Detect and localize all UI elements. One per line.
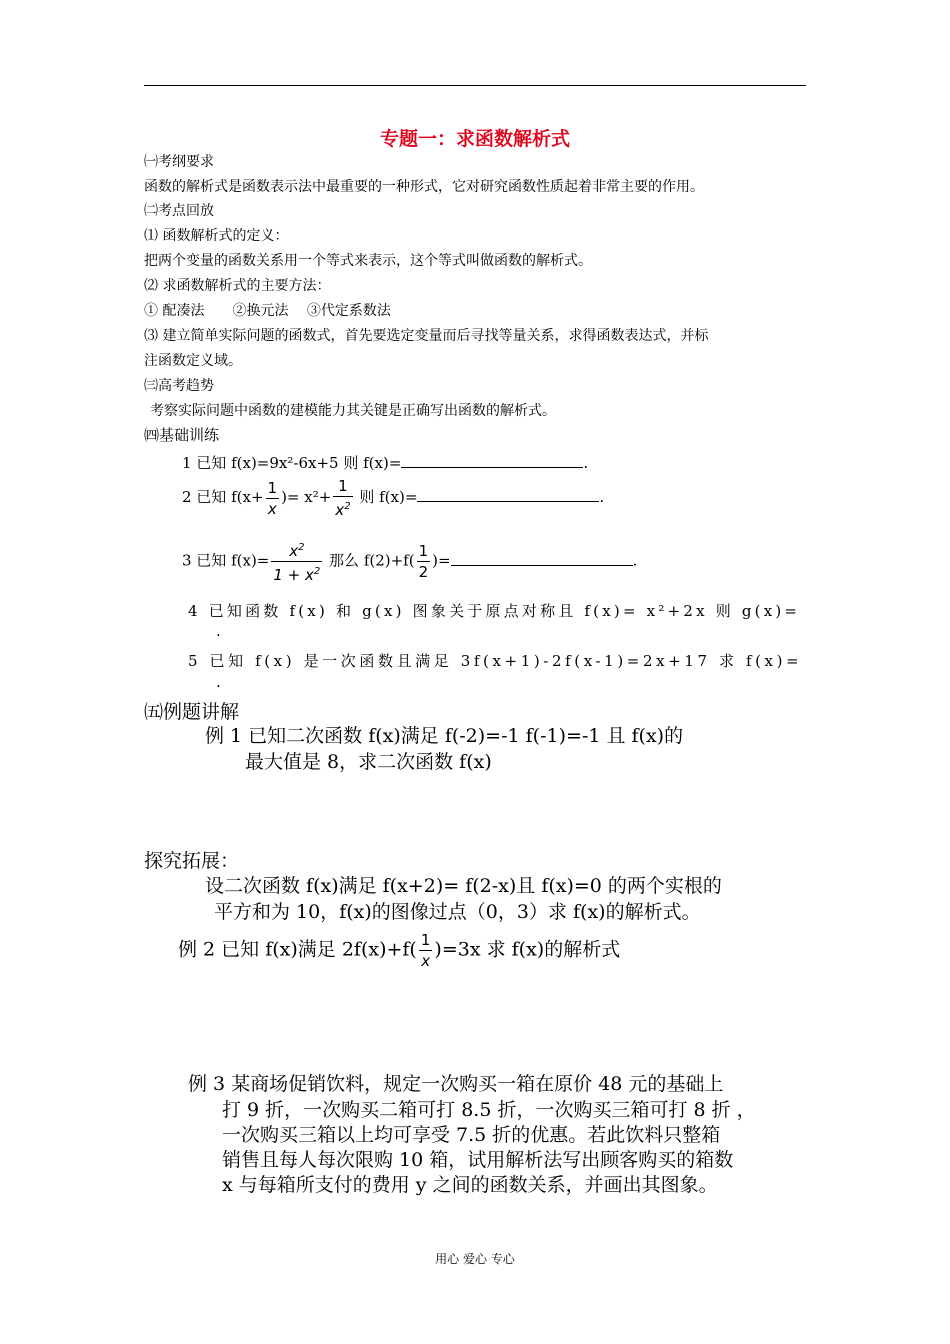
explore-heading: 探究拓展：	[144, 850, 240, 872]
section-heading-1: ㈠考纲要求	[144, 154, 214, 170]
point-2-heading: ⑵ 求函数解析式的主要方法：	[144, 278, 331, 294]
section-text-3: 考察实际问题中函数的建模能力其关键是正确写出函数的解析式。	[150, 403, 556, 419]
point-1-heading: ⑴ 函数解析式的定义：	[144, 228, 289, 244]
example-1-line-2: 最大值是 8，求二次函数 f(x)	[245, 751, 492, 773]
section-heading-2: ㈡考点回放	[144, 203, 214, 219]
fraction-one-over-x-squared	[333, 476, 352, 520]
fraction-numerator: 1	[420, 931, 431, 949]
methods-list: ① 配凑法 ②换元法 ③代定系数法	[144, 303, 391, 319]
exercise-5: 5 已知 f(x) 是一次函数且满足 3f(x+1)-2f(x-1)=2x+17 求 f(x)=	[188, 652, 803, 670]
exercise-2-pre: 2 已知 f(x+	[182, 488, 264, 506]
fraction-denominator: x	[421, 952, 431, 970]
example-3-line-1: 例 3 某商场促销饮料，规定一次购买一箱在原价 48 元的基础上	[188, 1073, 724, 1095]
fraction-one-over-x-example-2	[419, 930, 433, 971]
exercise-3-post: )=	[432, 551, 451, 570]
fraction-denominator: x	[267, 499, 277, 518]
example-3-line-3: 一次购买三箱以上均可享受 7.5 折的优惠。若此饮料只整箱	[222, 1124, 721, 1146]
example-2	[178, 930, 620, 971]
example-1-line-1: 例 1 已知二次函数 f(x)满足 f(-2)=-1 f(-1)=-1 且 f(x)的	[205, 725, 684, 747]
exercise-2	[182, 476, 604, 520]
exercise-4: 4 已知函数 f(x) 和 g(x) 图象关于原点对称且 f(x)= x²+2x 则 g(x)=	[188, 602, 801, 620]
example-2-pre: 例 2 已知 f(x)满足 2f(x)+f(	[178, 938, 417, 961]
exercise-1	[182, 451, 588, 473]
example-2-post: )=3x 求 f(x)的解析式	[434, 938, 621, 961]
answer-blank-2	[417, 485, 599, 502]
fraction-numerator: 1	[333, 476, 352, 497]
header-rule	[144, 85, 806, 86]
point-3-line-1: ⑶ 建立简单实际问题的函数式，首先要选定变量而后寻找等量关系，求得函数表达式，并标	[144, 328, 709, 344]
denominator-exponent: 2	[344, 501, 351, 512]
section-heading-5: ㈤例题讲解	[144, 701, 240, 723]
exercise-2-post: 则 f(x)=	[354, 488, 418, 506]
example-3-line-2: 打 9 折，一次购买二箱可打 8.5 折，一次购买三箱可打 8 折 ，	[222, 1099, 756, 1121]
exercise-1-text: 1 已知 f(x)=9x²-6x+5 则 f(x)=	[182, 454, 402, 472]
fraction-numerator: 1	[267, 478, 278, 497]
point-1-text: 把两个变量的函数关系用一个等式来表示，这个等式叫做函数的解析式。	[144, 253, 592, 269]
section-heading-4: ㈣基础训练	[144, 426, 220, 444]
exercise-2-dot: .	[599, 488, 605, 506]
exercise-3	[182, 538, 637, 585]
point-3-line-2: 注函数定义域。	[144, 353, 242, 369]
exercise-5-dot: .	[216, 673, 221, 691]
fraction-one-half	[417, 541, 431, 582]
exercise-4-dot: .	[216, 622, 221, 640]
answer-blank-1	[401, 451, 583, 468]
fraction-denominator: $1 + x^2$	[273, 566, 321, 584]
fraction-numerator: $x^2$	[271, 538, 322, 562]
fraction-numerator: 1	[418, 542, 429, 560]
explore-line-1: 设二次函数 f(x)满足 f(x+2)= f(2-x)且 f(x)=0 的两个实根的	[205, 875, 722, 897]
exercise-1-dot: .	[583, 454, 589, 472]
denominator-base: x	[335, 501, 345, 519]
example-3-line-4: 销售且每人每次限购 10 箱，试用解析法写出顾客购买的箱数	[222, 1149, 734, 1171]
exercise-3-dot: .	[632, 551, 638, 570]
exercise-2-mid: )= x²+	[281, 488, 332, 506]
section-heading-3: ㈢高考趋势	[144, 378, 214, 394]
page-footer: 用心 爱心 专心	[435, 1252, 515, 1266]
example-3-line-5: x 与每箱所支付的费用 y 之间的函数关系，并画出其图象。	[222, 1174, 718, 1196]
exercise-3-pre: 3 已知 f(x)=	[182, 551, 270, 570]
exercise-3-mid: 那么 f(2)+f(	[324, 551, 415, 570]
answer-blank-3	[451, 549, 633, 566]
fraction-one-over-x	[266, 478, 280, 519]
fraction-denominator: 2	[418, 563, 429, 581]
fraction-denominator	[333, 497, 352, 520]
section-text-1: 函数的解析式是函数表示法中最重要的一种形式，它对研究函数性质起着非常主要的作用。	[144, 179, 704, 195]
page-title: 专题一：求函数解析式	[379, 128, 570, 150]
fraction-x2-over-1-plus-x2	[271, 538, 322, 585]
explore-line-2: 平方和为 10，f(x)的图像过点（0，3）求 f(x)的解析式。	[214, 901, 701, 923]
